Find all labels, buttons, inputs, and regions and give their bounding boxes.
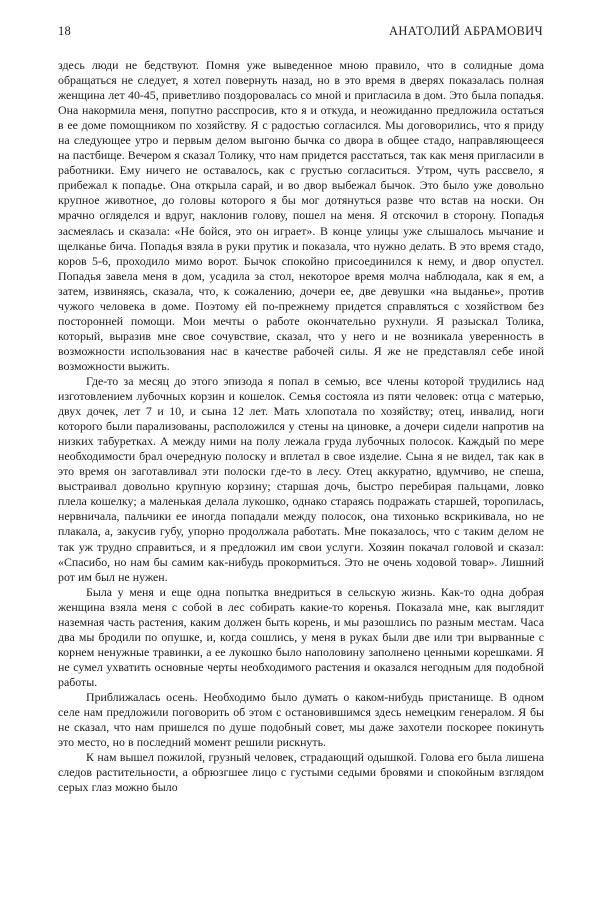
body-text-column: [58, 58, 544, 795]
running-head-author: АНАТОЛИЙ АБРАМОВИЧ: [388, 24, 543, 38]
paragraph: Была у меня и еще одна попытка внедриться в сельскую жизнь. Как-то одна добрая женщина взяла меня с собой в лес собирать какие-то коренья. Показала мне, как выглядит наземная часть растения, каким должен быть корень, и мы разошлись по разным местам. Часа два мы бродили по опушке, и, когда сошлись, у меня в руках были две или три вырванные с корнем ненужные травинки, а ее лукошко было наполовину заполнено ценными корешками. Я не сумел ухватить основные черты необходимого растения и оказался негодным для подобной работы.: [58, 584, 544, 689]
paragraph: Приближалась осень. Необходимо было думать о каком-нибудь пристанище. В одном селе нам предложили поговорить об этом с остановившимся здесь немецким генералом. Я бы не сказал, что нам пришелся по душе подобный совет, мы даже захотели поскорее покинуть это место, но в последний момент решили рискнуть.: [58, 689, 544, 750]
running-head: [58, 24, 543, 42]
page-number: 18: [58, 24, 71, 38]
paragraph: К нам вышел пожилой, грузный человек, страдающий одышкой. Голова его была лишена следов растительности, а обрюзгшее лицо с густыми седыми бровями и спокойным взглядом серых глаз можно было: [58, 750, 544, 795]
paragraph: здесь люди не бедствуют. Помня уже выведенное мною правило, что в солидные дома обращаться не следует, я хотел повернуть назад, но в это время в дверях показалась полная женщина лет 40-45, приветливо поздоровалась со мной и пригласила в дом. Это была попадья. Она накормила меня, попутно расспросив, кто я и откуда, и неожиданно предложила остаться в ее доме помощником по хозяйству. Я с радостью согласился. Мы договорились, что я приду на следующее утро и первым делом выгоню бычка со двора в общее стадо, направляющееся на пастбище. Вечером я сказал Толику, что нам придется расстаться, так как меня пригласили в работники. Ему ничего не оставалось, как с грустью согласиться. Утром, чуть рассвело, я прибежал к попадье. Она открыла сарай, и во двор выбежал бычок. Это было уже довольно крупное животное, до головы которого я бы мог дотянуться разве что встав на носки. Он мрачно огляделся и вдруг, наклонив голову, пошел на меня. Я отскочил в сторону. Попадья засмеялась и сказала: «Не бойся, это он играет». В конце улицы уже слышалось мычание и щелканье бича. Попадья взяла в руки прутик и показала, что нужно делать. В это время стадо, коров 5-6, проходило мимо ворот. Бычок спокойно присоединился к нему, и двор опустел. Попадья завела меня в дом, усадила за стол, некоторое время молча наблюдала, как я ем, а затем, извиняясь, сказала, что, к сожалению, дочери ее, две девушки «на выданье», против чужого человека в доме. Поэтому ей по-прежнему придется справляться с хозяйством без посторонней помощи. Мои мечты о работе окончательно рухнули. Я разыскал Толика, который, выразив мне свое сочувствие, сказал, что у него и не возникала уверенность в возможности использования нас в качестве рабочей силы. Я же не представлял себе иной возможности выжить.: [58, 58, 544, 373]
paragraph: Где-то за месяц до этого эпизода я попал в семью, все члены которой трудились над изготовлением лубочных корзин и кошелок. Семья состояла из пяти человек: отца с матерью, двух дочек, лет 7 и 10, и сына 12 лет. Мать хлопотала по хозяйству; отец, инвалид, ноги которого были парализованы, расположился у стены на циновке, а дочери сидели напротив на низких табуретках. А между ними на полу лежала груда лубочных полосок. Каждый по мере необходимости брал очередную полоску и вплетал в свое изделие. Сына я не видел, так как в это время он заготавливал эти полоски где-то в лесу. Отец аккуратно, вдумчиво, не спеша, выстраивал довольно крупную корзину; старшая дочь, быстро перебирая пальцами, ловко плела кошелку; а маленькая делала лукошко, однако стараясь подражать старшей, торопилась, нервничала, пальчики ее иногда попадали между полосок, она тихонько вскрикивала, но не плакала, а, закусив губу, упорно продолжала работать. Мне показалось, что с таким делом не так уж трудно справиться, и я предложил им свои услуги. Хозяин покачал головой и сказал: «Спасибо, но нам бы самим как-нибудь прокормиться. Это не очень ходовой товар». Лишний рот им был не нужен.: [58, 373, 544, 584]
